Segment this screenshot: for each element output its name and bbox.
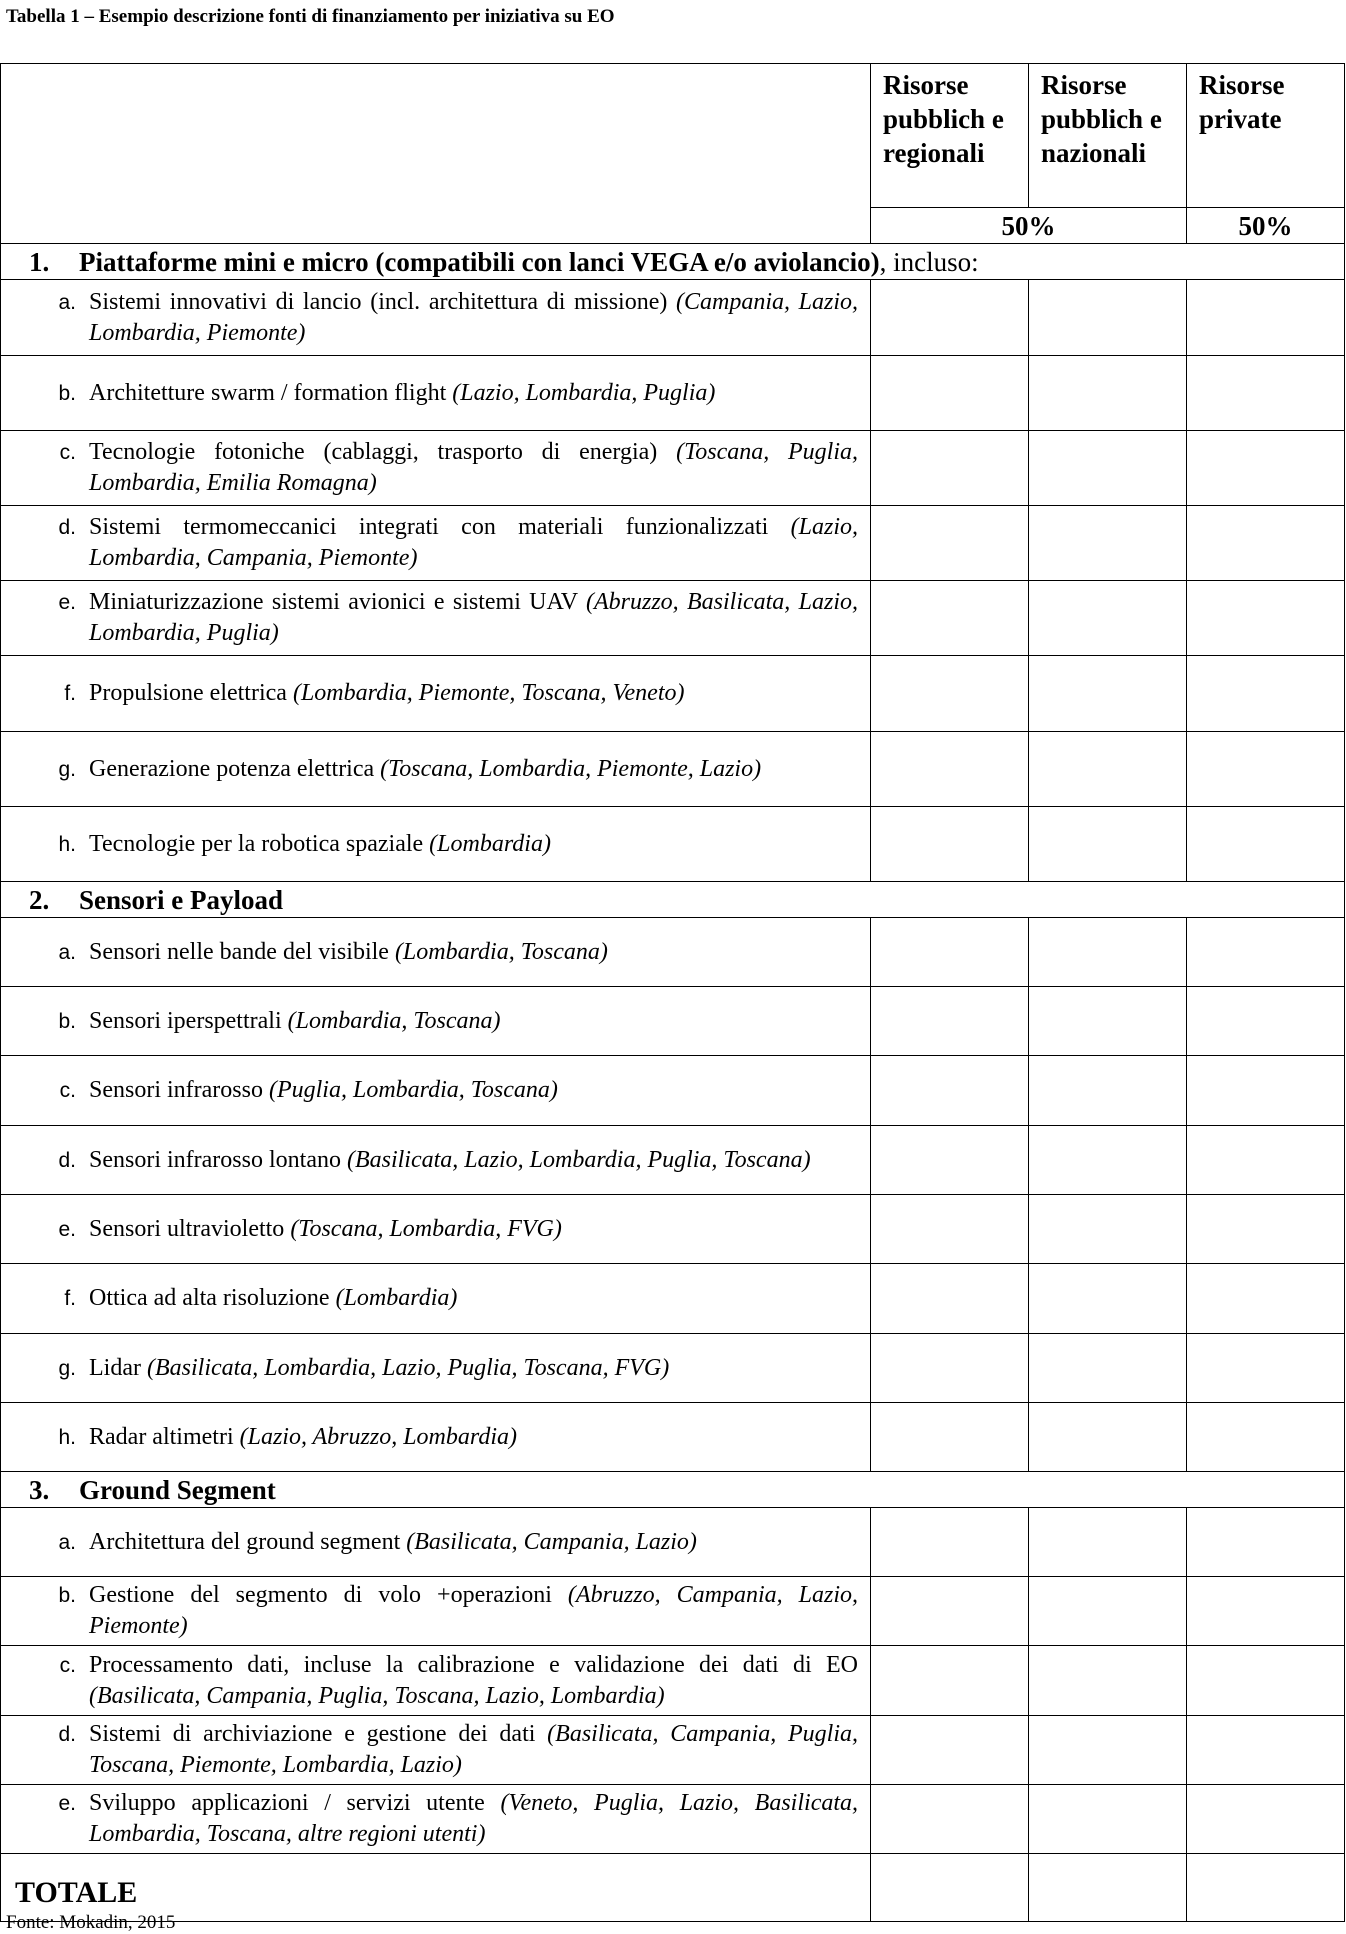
table-row — [1, 987, 1345, 1056]
item-letter: h. — [58, 1425, 76, 1449]
item-description-cell — [1, 1577, 871, 1646]
item-description-cell — [1, 431, 871, 506]
value-cell-national — [1029, 1195, 1187, 1264]
item-description-cell — [1, 1264, 871, 1334]
item-letter: c. — [59, 441, 76, 464]
value-cell-national — [1029, 1577, 1187, 1646]
item-description-cell — [1, 987, 871, 1056]
value-cell-regional — [871, 1403, 1029, 1472]
value-cell-private — [1187, 807, 1345, 882]
item-text: Tecnologie per la robotica spaziale — [89, 830, 424, 857]
value-cell-national — [1029, 918, 1187, 987]
item-text: Miniaturizzazione sistemi avionici e sistemi UAV — [89, 589, 578, 615]
item-description-cell — [1, 807, 871, 882]
item-text: Architetture swarm / formation flight — [89, 379, 447, 406]
section-title: Ground Segment — [79, 1475, 276, 1505]
table-row — [1, 356, 1345, 431]
value-cell-national — [1029, 1646, 1187, 1716]
value-cell-national — [1029, 431, 1187, 506]
item-text: Lidar — [89, 1354, 141, 1381]
value-cell-private — [1187, 732, 1345, 807]
item-text: Sviluppo applicazioni / servizi utente — [89, 1790, 485, 1816]
value-cell-national — [1029, 1716, 1187, 1785]
item-letter: e. — [58, 1217, 76, 1241]
item-letter: f. — [64, 1287, 76, 1310]
item-description-cell — [1, 1334, 871, 1403]
table-row — [1, 1577, 1345, 1646]
value-cell-national — [1029, 1785, 1187, 1854]
value-cell-private — [1187, 356, 1345, 431]
value-cell-regional — [871, 1056, 1029, 1126]
value-cell-national — [1029, 1403, 1187, 1472]
item-text: Sensori infrarosso — [89, 1077, 263, 1103]
item-letter: d. — [58, 1723, 76, 1746]
value-cell-private — [1187, 1334, 1345, 1403]
item-text: Processamento dati, incluse la calibrazione e validazione dei dati di EO — [89, 1651, 858, 1678]
item-description-cell — [1, 1508, 871, 1577]
item-regions: (Lombardia, Piemonte, Toscana, Veneto) — [292, 680, 685, 706]
item-letter: f. — [64, 682, 76, 705]
table-row — [1, 918, 1345, 987]
item-description-cell — [1, 1646, 871, 1716]
value-cell-national — [1029, 506, 1187, 581]
value-cell-regional — [871, 581, 1029, 656]
item-description-cell — [1, 1403, 871, 1472]
value-cell-private — [1187, 581, 1345, 656]
item-regions: (Basilicata, Campania, Puglia, Toscana, Lazio, Lombardia) — [89, 1682, 665, 1709]
table-row — [1, 1508, 1345, 1577]
item-regions: (Puglia, Lombardia, Toscana) — [268, 1077, 558, 1103]
value-cell-regional — [871, 1508, 1029, 1577]
item-letter: e. — [58, 1792, 76, 1815]
value-cell-national — [1029, 732, 1187, 807]
item-text: Sensori ultravioletto — [89, 1215, 285, 1242]
header-blank-cell — [1, 64, 871, 244]
item-text: Sistemi di archiviazione e gestione dei dati — [89, 1721, 536, 1747]
item-letter: d. — [58, 1148, 76, 1172]
table-row — [1, 280, 1345, 356]
item-regions: (Lombardia) — [429, 830, 551, 857]
item-text: Propulsione elettrica — [89, 680, 287, 706]
item-letter: e. — [58, 591, 76, 614]
value-cell-national — [1029, 1126, 1187, 1195]
value-cell-regional — [871, 1646, 1029, 1716]
table-row — [1, 732, 1345, 807]
value-cell-private — [1187, 431, 1345, 506]
item-regions: (Basilicata, Lazio, Lombardia, Puglia, Toscana) — [346, 1146, 811, 1173]
item-regions: (Lazio, Lombardia, Campania, Piemonte) — [89, 514, 858, 571]
item-regions: (Lazio, Abruzzo, Lombardia) — [239, 1423, 517, 1450]
value-cell-national — [1029, 1264, 1187, 1334]
item-letter: h. — [58, 832, 76, 856]
item-description-cell — [1, 581, 871, 656]
item-description-cell — [1, 656, 871, 732]
value-cell-national — [1029, 656, 1187, 732]
header-national: Risorse pubblich e nazionali — [1029, 64, 1187, 208]
item-regions: (Basilicata, Campania, Puglia, Toscana, Piemonte, Lombardia, Lazio) — [89, 1721, 858, 1778]
value-cell-national — [1029, 1056, 1187, 1126]
value-cell-private — [1187, 1126, 1345, 1195]
table-row — [1, 656, 1345, 732]
value-cell-regional — [871, 506, 1029, 581]
value-cell-private — [1187, 1056, 1345, 1126]
item-letter: c. — [59, 1653, 76, 1677]
value-cell-national — [1029, 280, 1187, 356]
private-percent: 50% — [1187, 208, 1345, 244]
item-regions: (Basilicata, Campania, Lazio) — [406, 1528, 697, 1555]
item-regions: (Lombardia, Toscana) — [287, 1007, 501, 1034]
value-cell-regional — [871, 732, 1029, 807]
table-row — [1, 1716, 1345, 1785]
value-cell-private — [1187, 1716, 1345, 1785]
value-cell-private — [1187, 1785, 1345, 1854]
section-number: 2. — [29, 885, 50, 915]
table-row — [1, 1126, 1345, 1195]
item-regions: (Abruzzo, Campania, Lazio, Piemonte) — [89, 1582, 858, 1639]
item-description-cell — [1, 1716, 871, 1785]
table-row — [1, 1334, 1345, 1403]
item-regions: (Lombardia, Toscana) — [394, 938, 608, 965]
item-text: Tecnologie fotoniche (cablaggi, trasporto di energia) — [89, 439, 658, 465]
section-row — [1, 882, 1345, 918]
value-cell-private — [1187, 280, 1345, 356]
value-cell-private — [1187, 987, 1345, 1056]
value-cell-regional — [871, 987, 1029, 1056]
value-cell-private — [1187, 656, 1345, 732]
table-row — [1, 807, 1345, 882]
value-cell-private — [1187, 1577, 1345, 1646]
value-cell-private — [1187, 1508, 1345, 1577]
table-row — [1, 506, 1345, 581]
value-cell-private — [1187, 1195, 1345, 1264]
value-cell-national — [1029, 581, 1187, 656]
header-row — [1, 64, 1345, 208]
header-private: Risorse private — [1187, 64, 1345, 208]
item-description-cell — [1, 1056, 871, 1126]
item-description-cell — [1, 918, 871, 987]
value-cell-private — [1187, 1646, 1345, 1716]
section-title: Piattaforme mini e micro (compatibili con lanci VEGA e/o aviolancio) — [79, 247, 880, 277]
section-number: 3. — [29, 1475, 50, 1505]
value-cell-regional — [871, 1785, 1029, 1854]
value-cell-regional — [871, 280, 1029, 356]
item-letter: c. — [59, 1079, 76, 1102]
item-text: Gestione del segmento di volo +operazioni — [89, 1582, 552, 1608]
item-regions: (Toscana, Lombardia, Piemonte, Lazio) — [380, 755, 762, 782]
source-note: Fonte: Mokadin, 2015 — [6, 1912, 176, 1933]
item-letter: g. — [58, 1356, 76, 1380]
total-cell-regional — [871, 1854, 1029, 1922]
item-text: Architettura del ground segment — [89, 1528, 401, 1555]
value-cell-regional — [871, 1716, 1029, 1785]
item-description-cell — [1, 732, 871, 807]
section-heading — [1, 244, 1345, 280]
value-cell-private — [1187, 506, 1345, 581]
section-title: Sensori e Payload — [79, 885, 284, 915]
total-row — [1, 1854, 1345, 1922]
value-cell-private — [1187, 1403, 1345, 1472]
public-percent: 50% — [871, 208, 1187, 244]
item-description-cell — [1, 1195, 871, 1264]
value-cell-regional — [871, 918, 1029, 987]
item-letter: g. — [58, 757, 76, 781]
value-cell-private — [1187, 918, 1345, 987]
table-row — [1, 1195, 1345, 1264]
item-text: Radar altimetri — [89, 1423, 234, 1450]
item-letter: b. — [58, 1584, 76, 1607]
table-row — [1, 1056, 1345, 1126]
item-letter: a. — [58, 1530, 76, 1554]
table-row — [1, 1646, 1345, 1716]
funding-table — [0, 63, 1345, 1922]
item-text: Sensori infrarosso lontano — [89, 1146, 341, 1173]
value-cell-national — [1029, 356, 1187, 431]
value-cell-regional — [871, 1577, 1029, 1646]
section-number: 1. — [29, 247, 50, 277]
table-row — [1, 1264, 1345, 1334]
item-text: Sensori iperspettrali — [89, 1007, 282, 1034]
item-regions: (Veneto, Puglia, Lazio, Basilicata, Lombardia, Toscana, altre regioni utenti) — [89, 1790, 859, 1847]
value-cell-regional — [871, 1334, 1029, 1403]
item-description-cell — [1, 280, 871, 356]
table-row — [1, 1403, 1345, 1472]
item-letter: d. — [58, 516, 76, 539]
item-letter: b. — [58, 1009, 76, 1033]
value-cell-regional — [871, 656, 1029, 732]
value-cell-national — [1029, 1334, 1187, 1403]
item-regions: (Abruzzo, Basilicata, Lazio, Lombardia, Puglia) — [89, 589, 858, 646]
header-regional: Risorse pubblich e regionali — [871, 64, 1029, 208]
table-row — [1, 431, 1345, 506]
section-row — [1, 1472, 1345, 1508]
item-description-cell — [1, 506, 871, 581]
section-heading — [1, 1472, 1345, 1508]
item-text: Sensori nelle bande del visibile — [89, 938, 389, 965]
item-regions: (Toscana, Lombardia, FVG) — [290, 1215, 562, 1242]
item-text: Generazione potenza elettrica — [89, 755, 375, 782]
item-regions: (Basilicata, Lombardia, Lazio, Puglia, Toscana, FVG) — [146, 1354, 670, 1381]
item-regions: (Toscana, Puglia, Lombardia, Emilia Romagna) — [89, 439, 859, 496]
value-cell-private — [1187, 1264, 1345, 1334]
item-description-cell — [1, 1785, 871, 1854]
total-cell-national — [1029, 1854, 1187, 1922]
total-cell-private — [1187, 1854, 1345, 1922]
value-cell-regional — [871, 1195, 1029, 1264]
item-regions: (Campania, Lazio, Lombardia, Piemonte) — [89, 288, 858, 346]
value-cell-regional — [871, 807, 1029, 882]
section-heading — [1, 882, 1345, 918]
value-cell-national — [1029, 807, 1187, 882]
item-regions: (Lazio, Lombardia, Puglia) — [452, 379, 716, 406]
item-letter: b. — [58, 381, 76, 405]
section-suffix: , incluso: — [879, 247, 979, 277]
item-letter: a. — [58, 290, 76, 314]
value-cell-regional — [871, 1264, 1029, 1334]
section-row — [1, 244, 1345, 280]
value-cell-regional — [871, 1126, 1029, 1195]
table-caption: Tabella 1 – Esempio descrizione fonti di finanziamento per iniziativa su EO — [6, 6, 615, 27]
item-letter: a. — [58, 940, 76, 964]
value-cell-regional — [871, 431, 1029, 506]
total-label: TOTALE — [1, 1854, 871, 1922]
table-row — [1, 1785, 1345, 1854]
value-cell-national — [1029, 987, 1187, 1056]
item-text: Ottica ad alta risoluzione — [89, 1285, 330, 1311]
item-description-cell — [1, 1126, 871, 1195]
item-description-cell — [1, 356, 871, 431]
value-cell-national — [1029, 1508, 1187, 1577]
table-row — [1, 581, 1345, 656]
item-text: Sistemi termomeccanici integrati con materiali funzionalizzati — [89, 514, 769, 540]
value-cell-regional — [871, 356, 1029, 431]
item-regions: (Lombardia) — [335, 1285, 458, 1311]
item-text: Sistemi innovativi di lancio (incl. architettura di missione) — [89, 288, 668, 315]
